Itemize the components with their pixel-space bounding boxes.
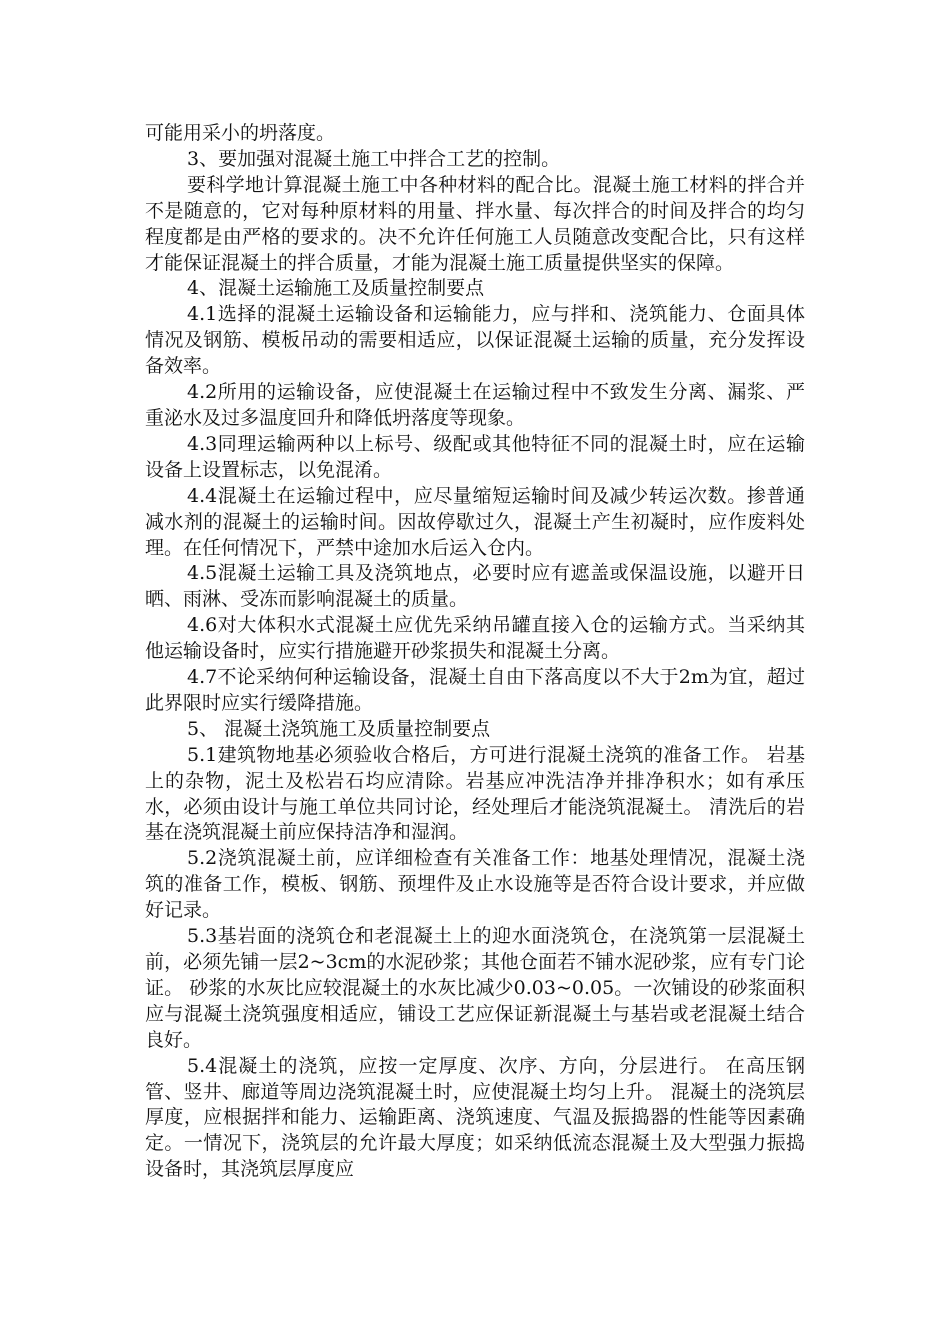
paragraph: 4.3同理运输两种以上标号、级配或其他特征不同的混凝土时，应在运输设备上设置标志，以免混淆。: [145, 432, 805, 481]
paragraph: 5.4混凝土的浇筑，应按一定厚度、次序、方向，分层进行。 在高压钢管、竖井、廊道等周边浇筑混凝土时，应使混凝土均匀上升。 混凝土的浇筑层厚度，应根据拌和能力、运输距离、浇筑速度、气温及振捣器的性能等因素确定。一情况下，浇筑层的允许最大厚度；如采纳低流态混凝土及大型强力振捣设备时，其浇筑层厚度应: [145, 1054, 805, 1181]
paragraph: 4.7不论采纳何种运输设备，混凝土自由下落高度以不大于2m为宜，超过此界限时应实行缓降措施。: [145, 666, 805, 714]
paragraph: 5.2浇筑混凝土前，应详细检查有关准备工作：地基处理情况，混凝土浇筑的准备工作，模板、钢筋、预埋件及止水设施等是否符合设计要求，并应做好记录。: [145, 847, 805, 922]
paragraph: 4.5混凝土运输工具及浇筑地点，必要时应有遮盖或保温设施，以避开日晒、雨淋、受冻而影响混凝土的质量。: [145, 562, 805, 611]
document-body: [145, 121, 805, 1183]
paragraph: 4.6对大体积水式混凝土应优先采纳吊罐直接入仓的运输方式。当采纳其他运输设备时，应实行措施避开砂浆损失和混凝土分离。: [145, 614, 805, 663]
paragraph: 5.3基岩面的浇筑仓和老混凝土上的迎水面浇筑仓，在浇筑第一层混凝土前，必须先铺一层2~3cm的水泥砂浆；其他仓面若不铺水泥砂浆，应有专门论证。 砂浆的水灰比应较混凝土的水灰比减少0.03~0.05。一次铺设的砂浆面积应与混凝土浇筑强度相适应，铺设工艺应保证新混凝土与基岩或老混凝土结合良好。: [145, 925, 805, 1051]
paragraph: 可能用采小的坍落度。: [145, 122, 336, 144]
paragraph: 5.1建筑物地基必须验收合格后，方可进行混凝土浇筑的准备工作。 岩基上的杂物，泥土及松岩石均应清除。岩基应冲洗洁净并排净积水；如有承压水，必须由设计与施工单位共同讨论，经处理后才能浇筑混凝土。 清洗后的岩基在浇筑混凝土前应保持洁净和湿润。: [145, 743, 805, 844]
paragraph: 3、要加强对混凝土施工中拌合工艺的控制。: [187, 147, 561, 170]
paragraph: 要科学地计算混凝土施工中各种材料的配合比。混凝土施工材料的拌合并不是随意的，它对每种原材料的用量、拌水量、每次拌合的时间及拌合的均匀程度都是由严格的要求的。决不允许任何施工人员随意改变配合比，只有这样才能保证混凝土的拌合质量，才能为混凝土施工质量提供坚实的保障。: [145, 173, 805, 274]
section-heading: 5、 混凝土浇筑施工及质量控制要点: [187, 717, 491, 740]
section-heading: 4、混凝土运输施工及质量控制要点: [187, 277, 485, 300]
paragraph: 4.1选择的混凝土运输设备和运输能力，应与拌和、浇筑能力、仓面具体情况及钢筋、模板吊动的需要相适应，以保证混凝土运输的质量，充分发挥设备效率。: [145, 303, 805, 378]
paragraph: 4.4混凝土在运输过程中，应尽量缩短运输时间及减少转运次数。掺普通减水剂的混凝土的运输时间。因故停歇过久，混凝土产生初凝时，应作废料处理。在任何情况下，严禁中途加水后运入仓内。: [145, 484, 805, 559]
paragraph: 4.2所用的运输设备，应使混凝土在运输过程中不致发生分离、漏浆、严重泌水及过多温度回升和降低坍落度等现象。: [145, 381, 805, 429]
